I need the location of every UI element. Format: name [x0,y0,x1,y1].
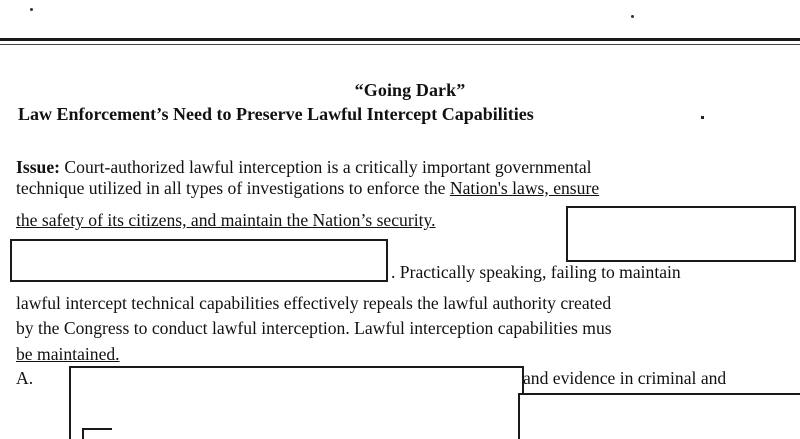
header-rule-thick [0,38,800,41]
issue-line-1-text: Court-authorized lawful interception is a critically important governmental [64,157,592,177]
scan-speck [30,8,33,11]
redaction-box [69,366,524,439]
redaction-box-corner [82,428,112,439]
issue-line-1 [16,157,592,177]
issue-line-4: . Practically speaking, failing to maintain [391,262,681,282]
issue-line-6: by the Congress to conduct lawful interception. Lawful interception capabilities mus [16,318,612,338]
scan-speck [701,116,704,119]
scan-speck [631,15,634,18]
issue-line-3: the safety of its citizens, and maintain the Nation’s security. [16,210,436,230]
document-title: “Going Dark” [354,80,466,100]
redaction-box [10,239,388,282]
issue-line-5: lawful intercept technical capabilities effectively repeals the lawful authority created [16,293,612,313]
document-subtitle: Law Enforcement’s Need to Preserve Lawful Intercept Capabilities [18,104,534,124]
header-rule-thin [0,44,800,45]
item-a-label: A. [16,368,34,388]
redaction-box [518,393,800,439]
issue-line-2-underlined: Nation's laws, ensure [449,178,600,198]
issue-label: Issue: [16,157,60,177]
issue-line-2-text: technique utilized in all types of investigations to enforce the [16,178,450,198]
redaction-box [566,206,796,262]
issue-line-2 [16,178,599,198]
issue-line-7: be maintained. [16,344,120,364]
item-a-text: and evidence in criminal and [523,368,727,388]
